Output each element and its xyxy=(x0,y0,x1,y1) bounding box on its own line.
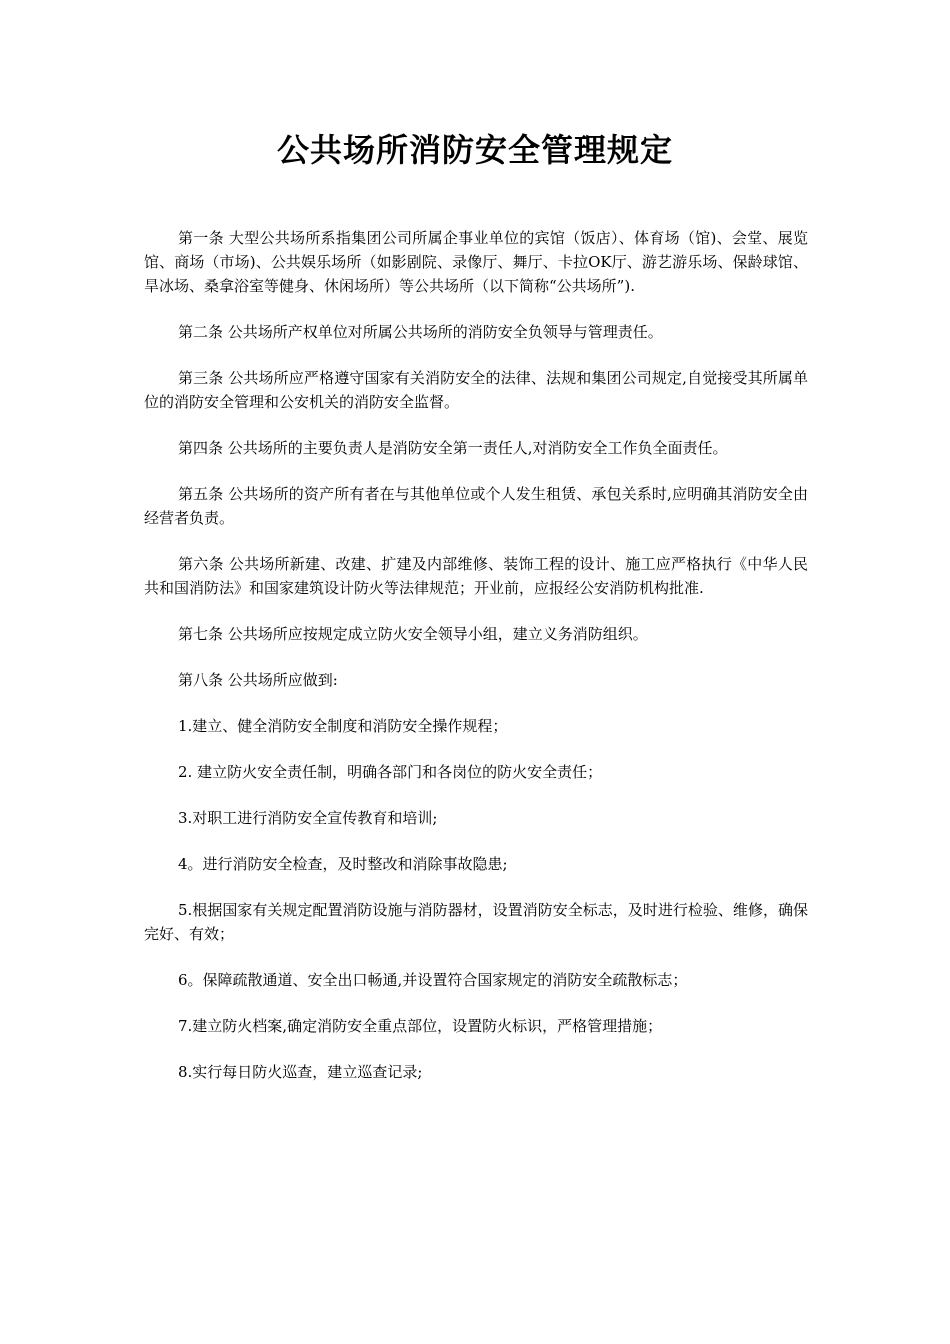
list-item-2: 2. 建立防火安全责任制，明确各部门和各岗位的防火安全责任； xyxy=(178,763,603,781)
article-1: 第一条 大型公共场所系指集团公司所属企事业单位的宾馆（饭店）、体育场（馆)、会堂、展览馆、商场（市场)、公共娱乐场所（如影剧院、录像厅、舞厅、卡拉OK厅、游艺游乐场、保龄球馆、旱冰场、桑拿浴室等健身、休闲场所）等公共场所（以下简称“公共场所”). xyxy=(144,229,808,295)
list-item-1: 1.建立、健全消防安全制度和消防安全操作规程； xyxy=(178,717,508,735)
list-item-7: 7.建立防火档案,确定消防安全重点部位，设置防火标识，严格管理措施； xyxy=(178,1017,663,1035)
list-item-8: 8.实行每日防火巡查，建立巡查记录; xyxy=(178,1063,423,1081)
article-5: 第五条 公共场所的资产所有者在与其他单位或个人发生租赁、承包关系时,应明确其消防安全由经营者负责。 xyxy=(144,485,808,527)
document-title: 公共场所消防安全管理规定 xyxy=(276,131,673,169)
list-item-3: 3.对职工进行消防安全宣传教育和培训; xyxy=(178,809,438,827)
list-item-4: 4。进行消防安全检查，及时整改和消除事故隐患; xyxy=(178,855,508,873)
list-item-6: 6。保障疏散通道、安全出口畅通,并设置符合国家规定的消防安全疏散标志； xyxy=(178,971,688,989)
article-4: 第四条 公共场所的主要负责人是消防安全第一责任人,对消防安全工作负全面责任。 xyxy=(178,439,728,457)
document-body xyxy=(144,226,808,1106)
article-7: 第七条 公共场所应按规定成立防火安全领导小组，建立义务消防组织。 xyxy=(178,625,648,643)
article-2: 第二条 公共场所产权单位对所属公共场所的消防安全负领导与管理责任。 xyxy=(178,323,663,341)
article-8: 第八条 公共场所应做到: xyxy=(178,671,338,689)
article-6: 第六条 公共场所新建、改建、扩建及内部维修、装饰工程的设计、施工应严格执行《中华人民共和国消防法》和国家建筑设计防火等法律规范；开业前，应报经公安消防机构批准. xyxy=(144,555,808,597)
article-3: 第三条 公共场所应严格遵守国家有关消防安全的法律、法规和集团公司规定,自觉接受其所属单位的消防安全管理和公安机关的消防安全监督。 xyxy=(144,369,808,411)
list-item-5: 5.根据国家有关规定配置消防设施与消防器材，设置消防安全标志，及时进行检验、维修，确保完好、有效； xyxy=(144,901,808,943)
